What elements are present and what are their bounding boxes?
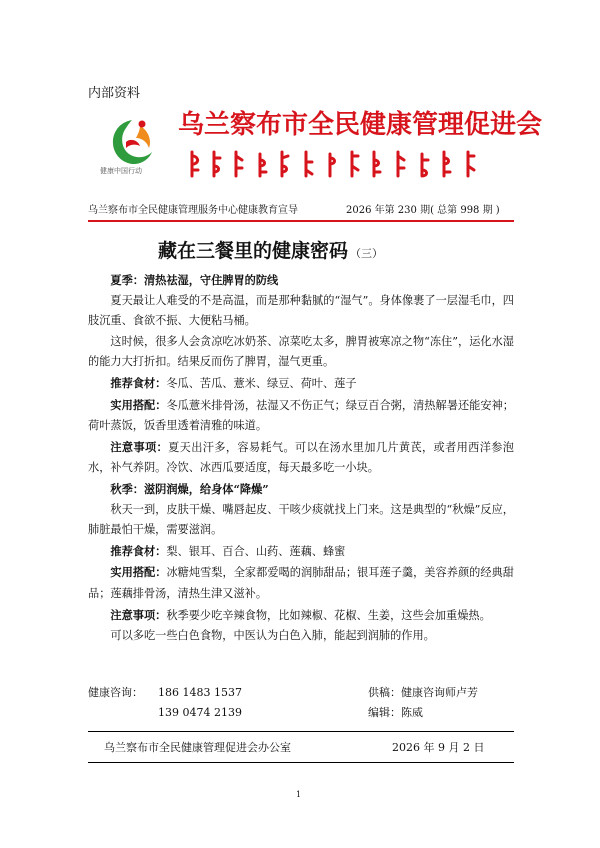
article-body bbox=[88, 270, 514, 647]
issue-number: 2026 年第 230 期( 总第 998 期 ) bbox=[346, 205, 500, 216]
section-heading: 秋季：滋阴润燥，给身体“降燥” bbox=[110, 481, 269, 496]
paragraph-text: 夏天出汗多，容易耗气。可以在汤水里加几片黄芪，或者用西洋参泡水，补气养阴。冷饮、冰西瓜要适度，每天最多吃一小块。 bbox=[88, 440, 514, 475]
header-divider bbox=[88, 220, 514, 222]
paragraph-label: 推荐食材： bbox=[110, 543, 167, 558]
consult-phone-2: 139 0474 2139 bbox=[158, 706, 242, 719]
paragraph-label: 实用搭配： bbox=[110, 397, 167, 412]
footer-top-divider bbox=[88, 731, 514, 732]
body-paragraph: 可以多吃一些白色食物，中医认为白色入肺，能起到润肺的作用。 bbox=[110, 629, 435, 643]
labeled-paragraph bbox=[88, 373, 514, 395]
page-number: 1 bbox=[296, 790, 302, 799]
logo-caption: 健康中国行动 bbox=[100, 167, 142, 175]
footer-org: 乌兰察布市全民健康管理促进会办公室 bbox=[104, 741, 291, 754]
editor-line bbox=[368, 703, 423, 723]
footer-bottom-divider bbox=[88, 762, 514, 763]
contact-block bbox=[88, 683, 514, 723]
labeled-paragraph bbox=[88, 395, 514, 437]
footer-date: 2026 年 9 月 2 日 bbox=[392, 741, 485, 754]
contact-row-1 bbox=[88, 683, 514, 703]
article-title-line bbox=[158, 236, 383, 263]
paragraph-text: 冬瓜薏米排骨汤，祛湿又不伤正气；绿豆百合粥，清热解暑还能安神；荷叶蒸饭，饭香里透着清雅的味道。 bbox=[88, 398, 514, 433]
org-title: 乌兰察布市全民健康管理促进会 bbox=[178, 110, 543, 140]
paragraph-label: 注意事项： bbox=[110, 607, 167, 622]
editor-label: 编辑： bbox=[368, 706, 401, 719]
article-part: （三） bbox=[350, 247, 384, 260]
paragraph-text: 冬瓜、苦瓜、薏米、绿豆、荷叶、莲子 bbox=[166, 376, 357, 390]
paragraph-text: 梨、银耳、百合、山药、莲藕、蜂蜜 bbox=[166, 544, 346, 558]
body-paragraph: 这时候，很多人会贪凉吃冰奶茶、凉菜吃太多，脾胃被寒凉之物“冻住”，运化水湿的能力大打折扣。结果反而伤了脾胃，湿气更重。 bbox=[88, 334, 514, 369]
paragraph-label: 推荐食材： bbox=[110, 375, 167, 390]
paragraph-label: 实用搭配： bbox=[110, 565, 167, 580]
author-name: 健康咨询师卢芳 bbox=[401, 686, 478, 699]
org-subtitle: 乌兰察布市全民健康管理服务中心健康教育宣导 bbox=[88, 205, 298, 216]
editor-name: 陈威 bbox=[401, 706, 423, 719]
body-paragraph: 夏天最让人难受的不是高温，而是那种黏腻的“湿气”。身体像裹了一层湿毛巾，四肢沉重、食欲不振、大便粘马桶。 bbox=[88, 293, 514, 328]
paragraph-text: 秋季要少吃辛辣食物，比如辣椒、花椒、生姜，这些会加重燥热。 bbox=[166, 608, 491, 622]
body-paragraph: 秋天一到，皮肤干燥、嘴唇起皮、干咳少痰就找上门来。这是典型的“秋燥”反应，肺脏最怕干燥，需要滋润。 bbox=[88, 502, 514, 537]
article-title: 藏在三餐里的健康密码 bbox=[158, 240, 349, 262]
labeled-paragraph bbox=[88, 562, 514, 604]
org-subtitle-line bbox=[88, 201, 500, 216]
author-line bbox=[368, 683, 478, 703]
labeled-paragraph bbox=[88, 541, 514, 563]
mongolian-script-decoration-icon bbox=[186, 146, 492, 182]
consult-label: 健康咨询： bbox=[88, 686, 143, 699]
author-label: 供稿： bbox=[368, 686, 401, 699]
paragraph-text: 冰糖炖雪梨，全家都爱喝的润肺甜品；银耳莲子羹，美容养颜的经典甜品；莲藕排骨汤，清热生津又滋补。 bbox=[88, 566, 514, 600]
contact-row-2 bbox=[88, 703, 514, 723]
internal-label: 内部资料 bbox=[88, 86, 141, 101]
paragraph-label: 注意事项： bbox=[110, 439, 169, 454]
labeled-paragraph bbox=[88, 437, 514, 479]
labeled-paragraph bbox=[88, 605, 514, 627]
consult-phone-1: 186 1483 1537 bbox=[158, 686, 242, 699]
section-heading: 夏季：清热祛湿，守住脾胃的防线 bbox=[110, 273, 279, 287]
